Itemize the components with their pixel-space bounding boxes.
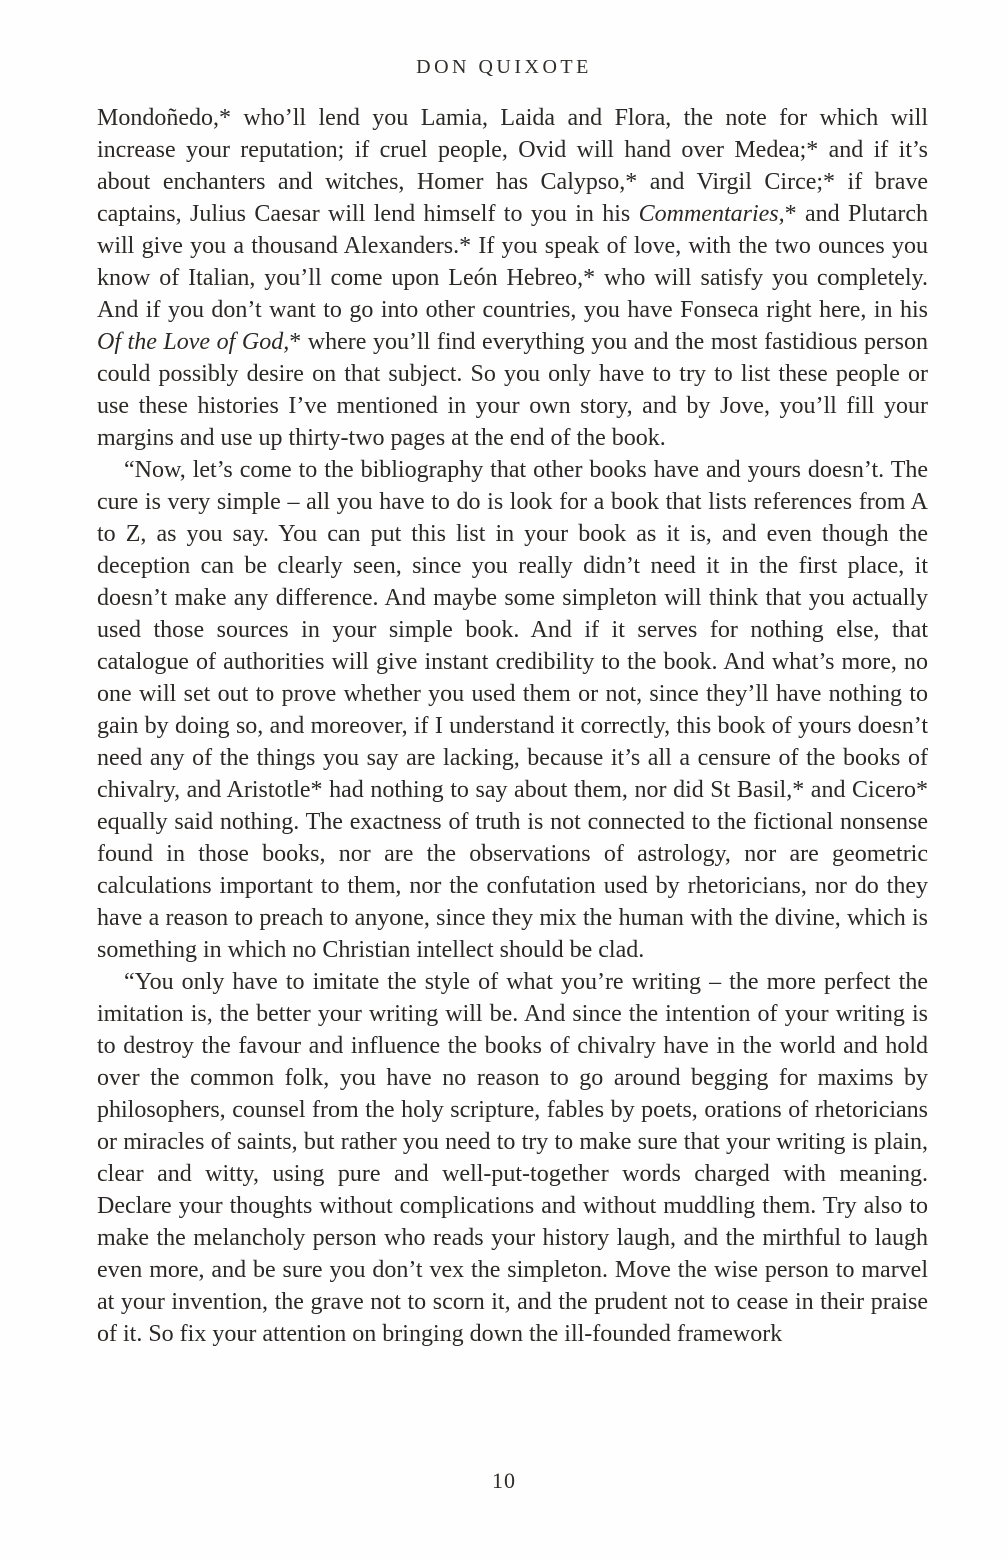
- paragraph-1: [97, 102, 928, 454]
- text-run: “You only have to imitate the style of what you’re writing – the more perfect the imitation is, the better your writing will be. And since the intention of your writing is to destroy the favour and influence the books of chivalry have in the world and hold over the common folk, you have no reason to go around begging for maxims by philosophers, counsel from the holy scripture, fables by poets, orations of rhetoricians or miracles of saints, but rather you need to try to make sure that your writing is plain, clear and witty, using pure and well-put-together words charged with meaning. Declare your thoughts without complications and without muddling them. Try also to make the melancholy person who reads your history laugh, and the mirthful to laugh even more, and be sure you don’t vex the simpleton. Move the wise person to marvel at your invention, the grave not to scorn it, and the prudent not to cease in their praise of it. So fix your attention on bringing down the ill-founded framework: [97, 969, 928, 1347]
- paragraph-3: [97, 966, 928, 1350]
- running-header: DON QUIXOTE: [416, 56, 592, 78]
- italic-book-title: Of the Love of God,: [97, 329, 290, 355]
- text-run: Mondoñedo,* who’ll lend you Lamia, Laida and Flora, the note for which will increase your reputation; if cruel people, Ovid will hand over Medea;* and if it’s about enchanters and witches, Homer has Calypso,* and Virgil Circe;* if brave captains, Julius Caesar will lend himself to you in his: [97, 105, 928, 227]
- page-number: 10: [492, 1468, 516, 1493]
- body-text: [97, 102, 928, 1350]
- paragraph-2: [97, 454, 928, 966]
- text-run: * where you’ll find everything you and the most fastidious person could possibly desire on that subject. So you only have to try to list these people or use these histories I’ve mentioned in your own story, and by Jove, you’ll fill your margins and use up thirty-two pages at the end of the book.: [97, 329, 928, 451]
- text-run: “Now, let’s come to the bibliography that other books have and yours doesn’t. The cure is very simple – all you have to do is look for a book that lists references from A to Z, as you say. You can put this list in your book as it is, and even though the deception can be clearly seen, since you really didn’t need it in the first place, it doesn’t make any difference. And maybe some simpleton will think that you actually used those sources in your simple book. And if it serves for nothing else, that catalogue of authorities will give instant credibility to the book. And what’s more, no one will set out to prove whether you used them or not, since they’ll have nothing to gain by doing so, and moreover, if I understand it correctly, this book of yours doesn’t need any of the things you say are lacking, because it’s all a censure of the books of chivalry, and Aristotle* had nothing to say about them, nor did St Basil,* and Cicero* equally said nothing. The exactness of truth is not connected to the fictional nonsense found in those books, nor are the observations of astrology, nor are geometric calculations important to them, nor the confutation used by rhetoricians, nor do they have a reason to preach to anyone, since they mix the human with the divine, which is something in which no Christian intellect should be clad.: [97, 457, 928, 963]
- italic-book-title: Commentaries,: [638, 201, 785, 227]
- text-run: * and Plutarch will give you a thousand Alexanders.* If you speak of love, with the two ounces you know of Italian, you’ll come upon León Hebreo,* who will satisfy you completely. And if you don’t want to go into other countries, you have Fonseca right here, in his: [97, 201, 928, 323]
